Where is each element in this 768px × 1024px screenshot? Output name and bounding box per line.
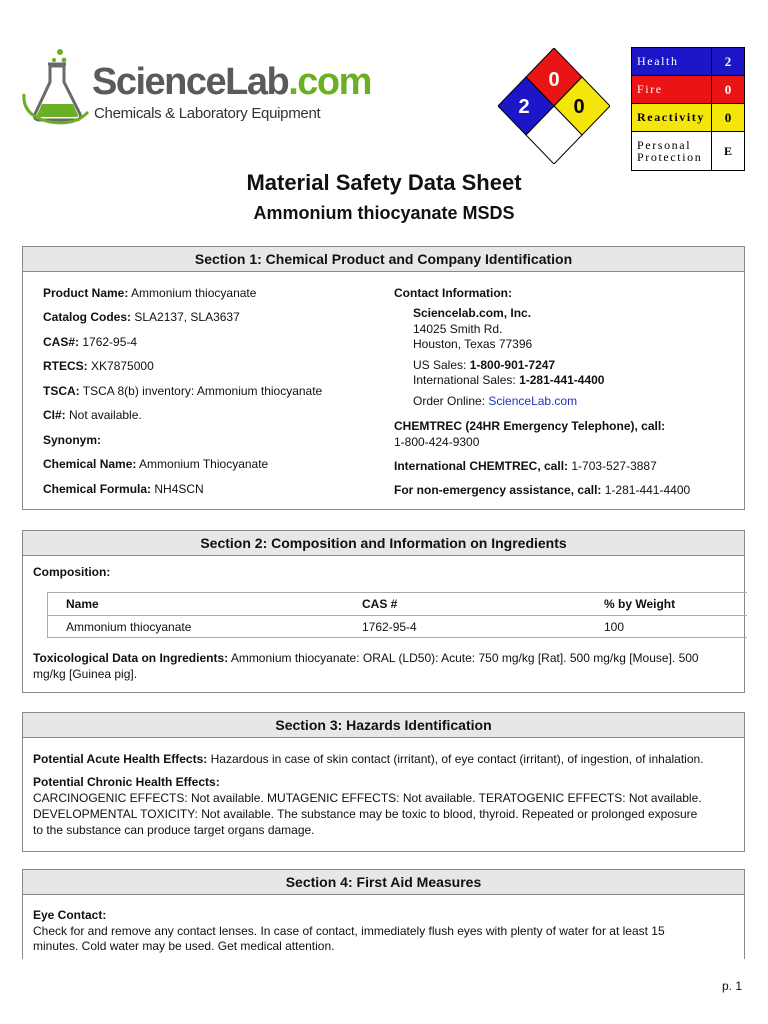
composition-table-divider: [48, 615, 747, 616]
section-4-first-aid: [22, 869, 745, 959]
section-3-hazards: [22, 712, 745, 852]
cas-line: [43, 334, 137, 350]
toxicological-data-line2: mg/kg [Guinea pig].: [33, 667, 138, 681]
hazard-row-personal-protection: [632, 132, 745, 171]
document-subtitle: Ammonium thiocyanate MSDS: [253, 203, 515, 223]
chronic-health-effects-line2: DEVELOPMENTAL TOXICITY: Not available. The substance may be toxic to blood, thyroid. Repeated or prolonged exposure: [33, 807, 698, 821]
toxicological-data-text1: Ammonium thiocyanate: ORAL (LD50): Acute: 750 mg/kg [Rat]. 500 mg/kg [Mouse]. 500: [230, 651, 699, 665]
composition-header-name: Name: [66, 597, 99, 611]
hazard-pp-value: E: [712, 132, 745, 171]
catalog-codes-line: [43, 309, 240, 325]
chemical-name-value: Ammonium Thiocyanate: [139, 457, 269, 471]
tsca-label: TSCA:: [43, 384, 80, 398]
logo-tagline: Chemicals & Laboratory Equipment: [94, 105, 321, 122]
contact-info-label: Contact Information:: [394, 286, 512, 300]
us-sales-phone: 1-800-901-7247: [469, 358, 556, 372]
section-1-heading: Section 1: Chemical Product and Company Identification: [23, 247, 744, 272]
rtecs-value: XK7875000: [91, 359, 154, 373]
hazard-reactivity-value: 0: [712, 104, 745, 132]
wordmark-lab: Lab: [225, 61, 289, 103]
chemical-formula-label: Chemical Formula:: [43, 482, 152, 496]
chemical-name-line: [43, 456, 268, 472]
wordmark-science: Science: [92, 61, 226, 103]
ci-label: CI#:: [43, 408, 66, 422]
section-1-identification: [22, 246, 745, 510]
intl-chemtrec-line: [394, 458, 657, 474]
chemtrec-label: CHEMTREC (24HR Emergency Telephone), call:: [394, 419, 666, 433]
order-online-line: [413, 393, 577, 409]
flask-icon: [20, 46, 90, 126]
catalog-codes-value: SLA2137, SLA3637: [134, 310, 240, 324]
chemical-formula-line: [43, 481, 204, 497]
chronic-health-effects-line1: CARCINOGENIC EFFECTS: Not available. MUTAGENIC EFFECTS: Not available. TERATOGENIC EFFECTS: Not available.: [33, 791, 702, 805]
hazard-fire-value: 0: [712, 76, 745, 104]
toxicological-data-line1: [33, 650, 699, 666]
non-emergency-phone: 1-281-441-4400: [604, 483, 691, 497]
intl-sales-phone: 1-281-441-4400: [519, 373, 605, 387]
acute-health-effects-label: Potential Acute Health Effects:: [33, 752, 208, 766]
hazard-pp-label-line1: Personal: [637, 138, 692, 152]
hazard-row-health: [632, 48, 745, 76]
eye-contact-line2: minutes. Cold water may be used. Get medical attention.: [33, 939, 335, 953]
company-name: Sciencelab.com, Inc.: [413, 306, 532, 320]
product-name-label: Product Name:: [43, 286, 129, 300]
us-sales-line: [413, 357, 555, 373]
hazard-pp-label: [632, 132, 712, 171]
section-2-heading: Section 2: Composition and Information on Ingredients: [23, 531, 744, 556]
hazard-health-value: 2: [712, 48, 745, 76]
composition-cell-weight: 100: [604, 620, 625, 634]
nfpa-diamond: [498, 48, 610, 164]
hazard-rating-table: [631, 47, 745, 171]
section-3-heading: Section 3: Hazards Identification: [23, 713, 744, 738]
nfpa-reactivity-value: 0: [573, 96, 585, 118]
page-number: p. 1: [722, 979, 743, 993]
tsca-value: TSCA 8(b) inventory: Ammonium thiocyanate: [82, 384, 323, 398]
chemical-formula-value: NH4SCN: [154, 482, 204, 496]
acute-health-effects-text: Hazardous in case of skin contact (irritant), of eye contact (irritant), of ingestion, of inhalation.: [210, 752, 704, 766]
composition-cell-name: Ammonium thiocyanate: [66, 620, 192, 634]
rtecs-line: [43, 358, 154, 374]
cas-value: 1762-95-4: [82, 335, 138, 349]
composition-table: [47, 592, 747, 638]
hazard-health-label: Health: [632, 48, 712, 76]
ci-value: Not available.: [69, 408, 142, 422]
wordmark-com: .com: [288, 61, 371, 103]
catalog-codes-label: Catalog Codes:: [43, 310, 132, 324]
chronic-health-effects-label: Potential Chronic Health Effects:: [33, 775, 220, 789]
chemtrec-phone: 1-800-424-9300: [394, 435, 480, 449]
company-address-line2: Houston, Texas 77396: [413, 337, 533, 351]
composition-header-weight: % by Weight: [604, 597, 676, 611]
tsca-line: [43, 383, 322, 399]
order-online-link[interactable]: ScienceLab.com: [488, 394, 578, 408]
section-2-composition: [22, 530, 745, 693]
chemical-name-label: Chemical Name:: [43, 457, 137, 471]
intl-chemtrec-label: International CHEMTREC, call:: [394, 459, 569, 473]
company-address-line1: 14025 Smith Rd.: [413, 322, 503, 336]
acute-health-effects-line: [33, 751, 704, 767]
cas-label: CAS#:: [43, 335, 80, 349]
rtecs-label: RTECS:: [43, 359, 88, 373]
nfpa-health-value: 2: [518, 96, 530, 118]
composition-label: Composition:: [33, 565, 111, 579]
hazard-row-fire: [632, 76, 745, 104]
product-name-line: [43, 285, 256, 301]
sciencelab-logo: [20, 46, 371, 126]
section-4-heading: Section 4: First Aid Measures: [23, 870, 744, 895]
composition-header-cas: CAS #: [362, 597, 398, 611]
document-title: Material Safety Data Sheet: [246, 170, 522, 195]
non-emergency-line: [394, 482, 690, 498]
hazard-fire-label: Fire: [632, 76, 712, 104]
intl-chemtrec-phone: 1-703-527-3887: [571, 459, 657, 473]
hazard-pp-label-line2: Protection: [637, 150, 703, 164]
intl-sales-line: [413, 372, 604, 388]
composition-cell-cas: 1762-95-4: [362, 620, 417, 634]
us-sales-label: US Sales:: [413, 358, 467, 372]
eye-contact-label: Eye Contact:: [33, 908, 107, 922]
nfpa-fire-value: 0: [548, 69, 560, 91]
hazard-reactivity-label: Reactivity: [632, 104, 712, 132]
eye-contact-line1: Check for and remove any contact lenses. In case of contact, immediately flush eyes with plenty of water for at least 15: [33, 924, 665, 938]
intl-sales-label: International Sales:: [413, 373, 516, 387]
logo-wordmark: [92, 62, 371, 102]
ci-line: [43, 407, 142, 423]
chronic-health-effects-line3: to the substance can produce target organs damage.: [33, 823, 315, 837]
toxicological-data-label: Toxicological Data on Ingredients:: [33, 651, 229, 665]
order-online-label: Order Online:: [413, 394, 486, 408]
hazard-row-reactivity: [632, 104, 745, 132]
product-name-value: Ammonium thiocyanate: [131, 286, 257, 300]
synonym-label: Synonym:: [43, 433, 102, 447]
non-emergency-label: For non-emergency assistance, call:: [394, 483, 602, 497]
